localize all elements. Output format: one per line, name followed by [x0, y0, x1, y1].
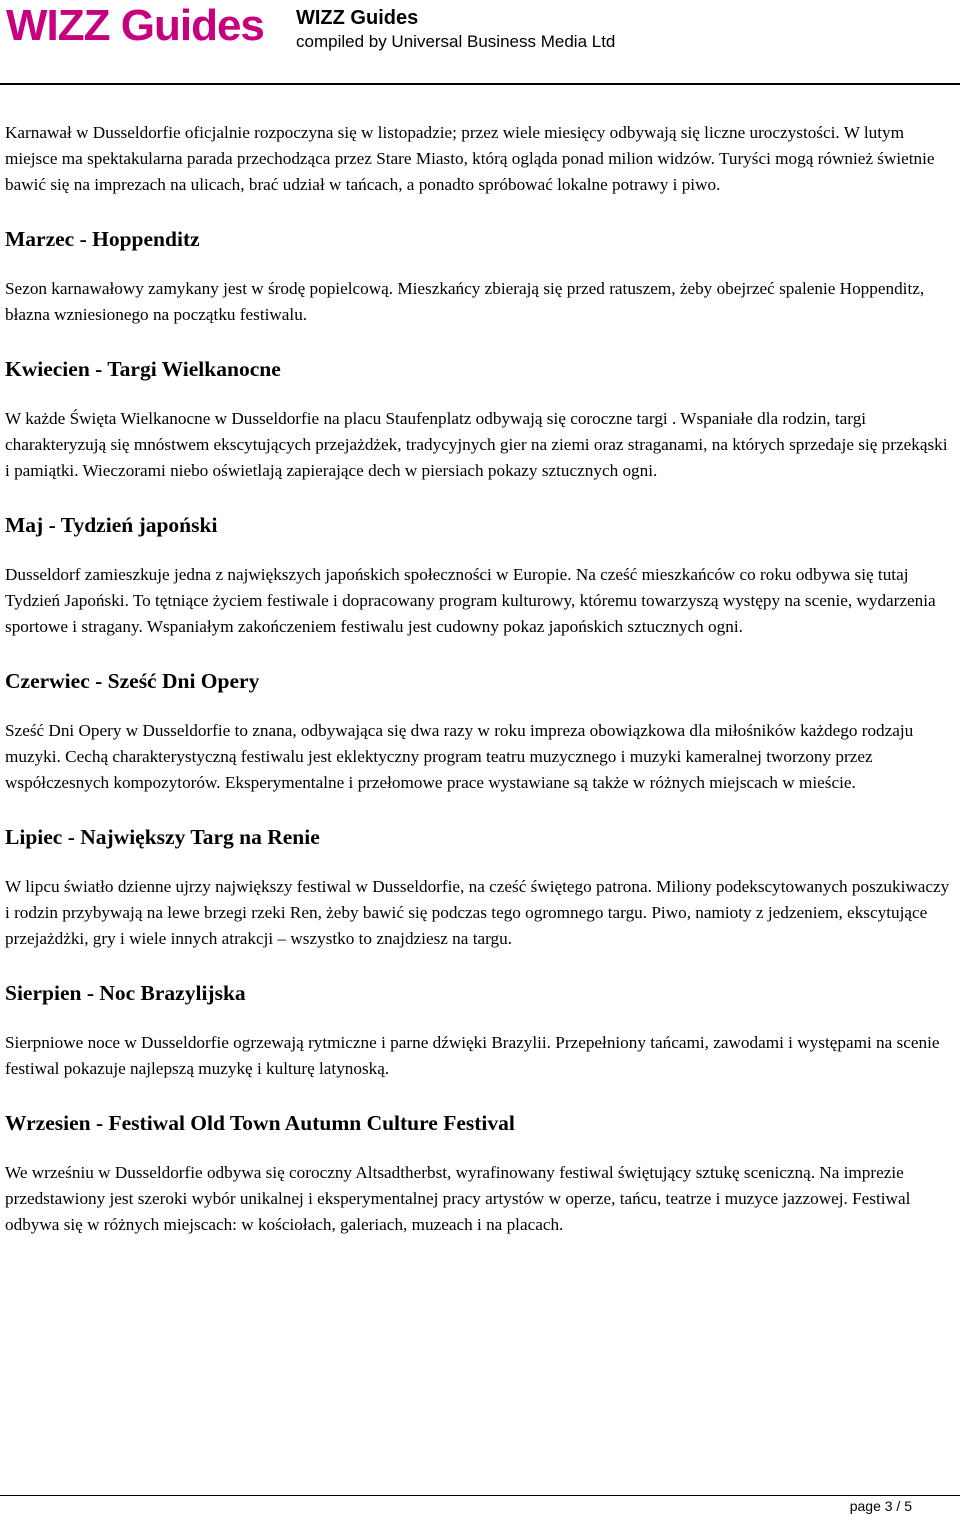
header-title: WIZZ Guides — [296, 7, 419, 29]
section-text-czerwiec: Sześć Dni Opery w Dusseldorfie to znana, odbywająca się dwa razy w roku impreza obowiązkowa dla miłośników każdego rodzaju muzyki. Cechą charakterystyczną festiwalu jest eklektyczny program teatru muzycznego i muzyki kameralnej tworzony przez współczesnych kompozytorów. Eksperymentalne i przełomowe prace wystawiane są także w różnych miejscach w mieście. — [5, 721, 914, 792]
document-body — [5, 120, 950, 1264]
header-subtitle: compiled by Universal Business Media Ltd — [296, 32, 616, 51]
logo-word-wizz: WIZZ — [6, 1, 110, 50]
section-text-marzec: Sezon karnawałowy zamykany jest w środę popielcową. Mieszkańcy zbierają się przed ratuszem, żeby obejrzeć spalenie Hoppenditz, błazna wzniesionego na początku festiwalu. — [5, 279, 925, 324]
section-heading-wrzesien: Wrzesien - Festiwal Old Town Autumn Culture Festival — [5, 1111, 515, 1135]
page-header — [0, 0, 960, 84]
section-text-wrzesien: We wrześniu w Dusseldorfie odbywa się coroczny Altsadtherbst, wyrafinowany festiwal świętujący sztukę sceniczną. Na imprezie przedstawiony jest szeroki wybór unikalnej i eksperymentalnej pracy artystów w operze, tańcu, teatrze i muzyce jazzowej. Festiwal odbywa się w różnych miejscach: w kościołach, galeriach, muzeach i na placach. — [5, 1163, 911, 1234]
footer-divider — [0, 1495, 960, 1496]
section-heading-marzec: Marzec - Hoppenditz — [5, 227, 200, 251]
section-heading-sierpien: Sierpien - Noc Brazylijska — [5, 981, 246, 1005]
section-text-maj: Dusseldorf zamieszkuje jedna z największych japońskich społeczności w Europie. Na cześć mieszkańców co roku odbywa się tutaj Tydzień Japoński. To tętniące życiem festiwale i dopracowany program kulturowy, któremu towarzyszą występy na scenie, wydarzenia sportowe i stragany. Wspaniałym zakończeniem festiwalu jest cudowny pokaz japońskich sztucznych ogni. — [5, 565, 936, 636]
logo-word-guides: Guides — [120, 1, 264, 50]
section-text-lipiec: W lipcu światło dzienne ujrzy największy festiwal w Dusseldorfie, na cześć świętego patrona. Miliony podekscytowanych poszukiwaczy i rodzin przybywają na lewe brzegi rzeki Ren, żeby bawić się podczas tego ogromnego targu. Piwo, namioty z jedzeniem, ekscytujące przejażdżki, gry i wiele innych atrakcji – wszystko to znajdziesz na targu. — [5, 877, 950, 948]
section-heading-lipiec: Lipiec - Największy Targ na Renie — [5, 825, 320, 849]
section-text-sierpien: Sierpniowe noce w Dusseldorfie ogrzewają rytmiczne i parne dźwięki Brazylii. Przepełniony tańcami, zawodami i występami na scenie festiwal pokazuje najlepszą muzykę i kulturę latynoską. — [5, 1033, 940, 1078]
header-text-block — [296, 6, 615, 54]
page-number: page 3 / 5 — [849, 1498, 912, 1514]
section-heading-maj: Maj - Tydzień japoński — [5, 513, 218, 537]
header-divider — [0, 83, 960, 85]
section-heading-kwiecien: Kwiecien - Targi Wielkanocne — [5, 357, 281, 381]
section-heading-czerwiec: Czerwiec - Sześć Dni Opery — [5, 669, 260, 693]
intro-paragraph: Karnawał w Dusseldorfie oficjalnie rozpoczyna się w listopadzie; przez wiele miesięcy odbywają się liczne uroczystości. W lutym miejsce ma spektakularna parada przechodząca przez Stare Miasto, którą ogląda ponad milion widzów. Turyści mogą również świetnie bawić się na imprezach na ulicach, brać udział w tańcach, a ponadto spróbować lokalne potrawy i piwo. — [5, 123, 935, 194]
wizz-guides-logo — [6, 2, 264, 50]
section-text-kwiecien: W każde Święta Wielkanocne w Dusseldorfie na placu Staufenplatz odbywają się coroczne targi . Wspaniałe dla rodzin, targi charakteryzują się mnóstwem ekscytujących przejażdżek, tradycyjnych gier na ziemi oraz straganami, na których sprzedaje się przekąski i pamiątki. Wieczorami niebo oświetlają zapierające dech w piersiach pokazy sztucznych ogni. — [5, 409, 948, 480]
